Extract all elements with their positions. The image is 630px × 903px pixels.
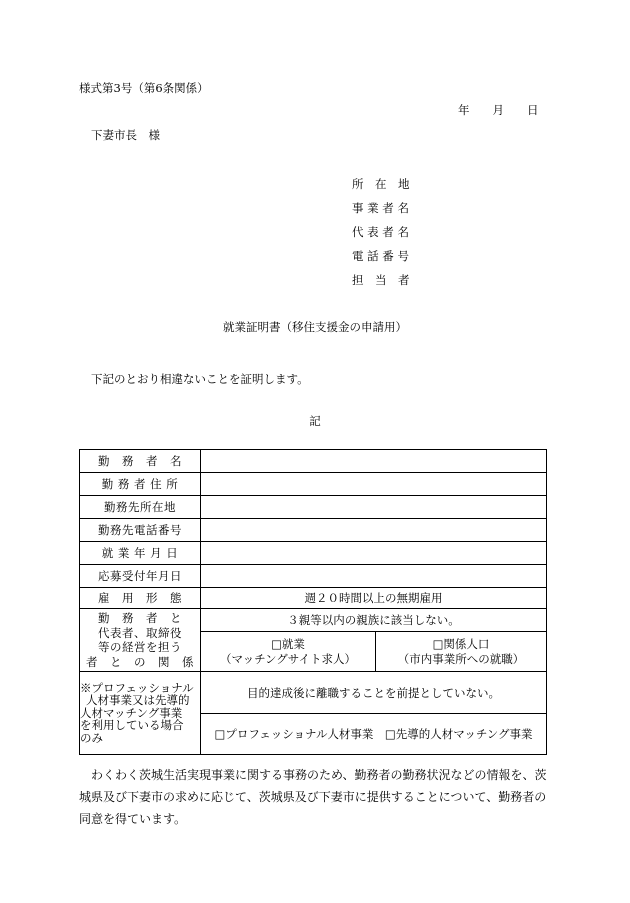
sender-company-label: 事 業 者 名 <box>352 201 409 215</box>
intro-text: 下記のとおり相違ないことを証明します。 <box>91 372 309 386</box>
table-row <box>80 542 547 565</box>
ki-heading: 記 <box>309 414 321 428</box>
row-value[interactable] <box>201 542 547 565</box>
table-row <box>80 473 547 496</box>
sender-contact-label: 担 当 者 <box>352 273 410 287</box>
option-related-population[interactable]: □関係人口 （市内事業所への就職） <box>376 632 547 672</box>
row-label: 勤務先電話番号 <box>80 519 201 542</box>
row-label: 雇 用 形 態 <box>80 588 201 609</box>
date-line: 年 月 日 <box>458 103 539 117</box>
row-label: 勤 務 者 住 所 <box>80 473 201 496</box>
relation-statement: ３親等以内の親族に該当しない。 <box>201 609 547 632</box>
row-label: 就 業 年 月 日 <box>80 542 201 565</box>
checkbox-related-population[interactable]: □関係人口 <box>432 636 490 651</box>
row-value[interactable] <box>201 496 547 519</box>
document-title: 就業証明書（移住支援金の申請用） <box>223 320 407 334</box>
sender-address-label: 所 在 地 <box>352 177 410 191</box>
pro-checkboxes[interactable]: □プロフェッショナル人材事業 □先導的人材マッチング事業 <box>201 714 547 755</box>
row-value[interactable] <box>201 565 547 588</box>
form-number: 様式第3号（第6条関係） <box>79 81 209 95</box>
employment-type-value: 週２０時間以上の無期雇用 <box>201 588 547 609</box>
sender-representative-label: 代 表 者 名 <box>352 225 409 239</box>
table-row <box>80 450 547 473</box>
row-value[interactable] <box>201 519 547 542</box>
table-row <box>80 496 547 519</box>
row-label: 勤 務 者 名 <box>80 450 201 473</box>
row-value[interactable] <box>201 450 547 473</box>
pro-row-top <box>80 672 547 714</box>
relation-label: 勤 務 者 と 代表者、取締役 等の経営を担う 者 と の 関 係 <box>80 609 201 672</box>
table-row <box>80 565 547 588</box>
certificate-table <box>79 449 547 755</box>
sender-phone-label: 電 話 番 号 <box>352 249 409 263</box>
consent-paragraph: わくわく茨城生活実現事業に関する事務のため、勤務者の勤務状況などの情報を、茨城県及び下妻市の求めに応じて、茨城県及び下妻市に提供することについて、勤務者の同意を得ています。 <box>79 768 547 826</box>
option-employment[interactable]: □就業 （マッチングサイト求人） <box>201 632 376 672</box>
addressee: 下妻市長 様 <box>91 128 160 142</box>
table-row <box>80 519 547 542</box>
pro-statement: 目的達成後に離職することを前提としていない。 <box>201 672 547 714</box>
row-value[interactable] <box>201 473 547 496</box>
row-label: 応募受付年月日 <box>80 565 201 588</box>
checkbox-employment[interactable]: □就業 <box>271 636 305 651</box>
row-label: 勤務先所在地 <box>80 496 201 519</box>
table-row <box>80 588 547 609</box>
sender-block <box>352 176 410 296</box>
relation-row-top <box>80 609 547 632</box>
pro-label: ※プロフェッショナル 人材事業又は先導的 人材マッチング事業 を利用している場合 のみ <box>80 672 201 755</box>
